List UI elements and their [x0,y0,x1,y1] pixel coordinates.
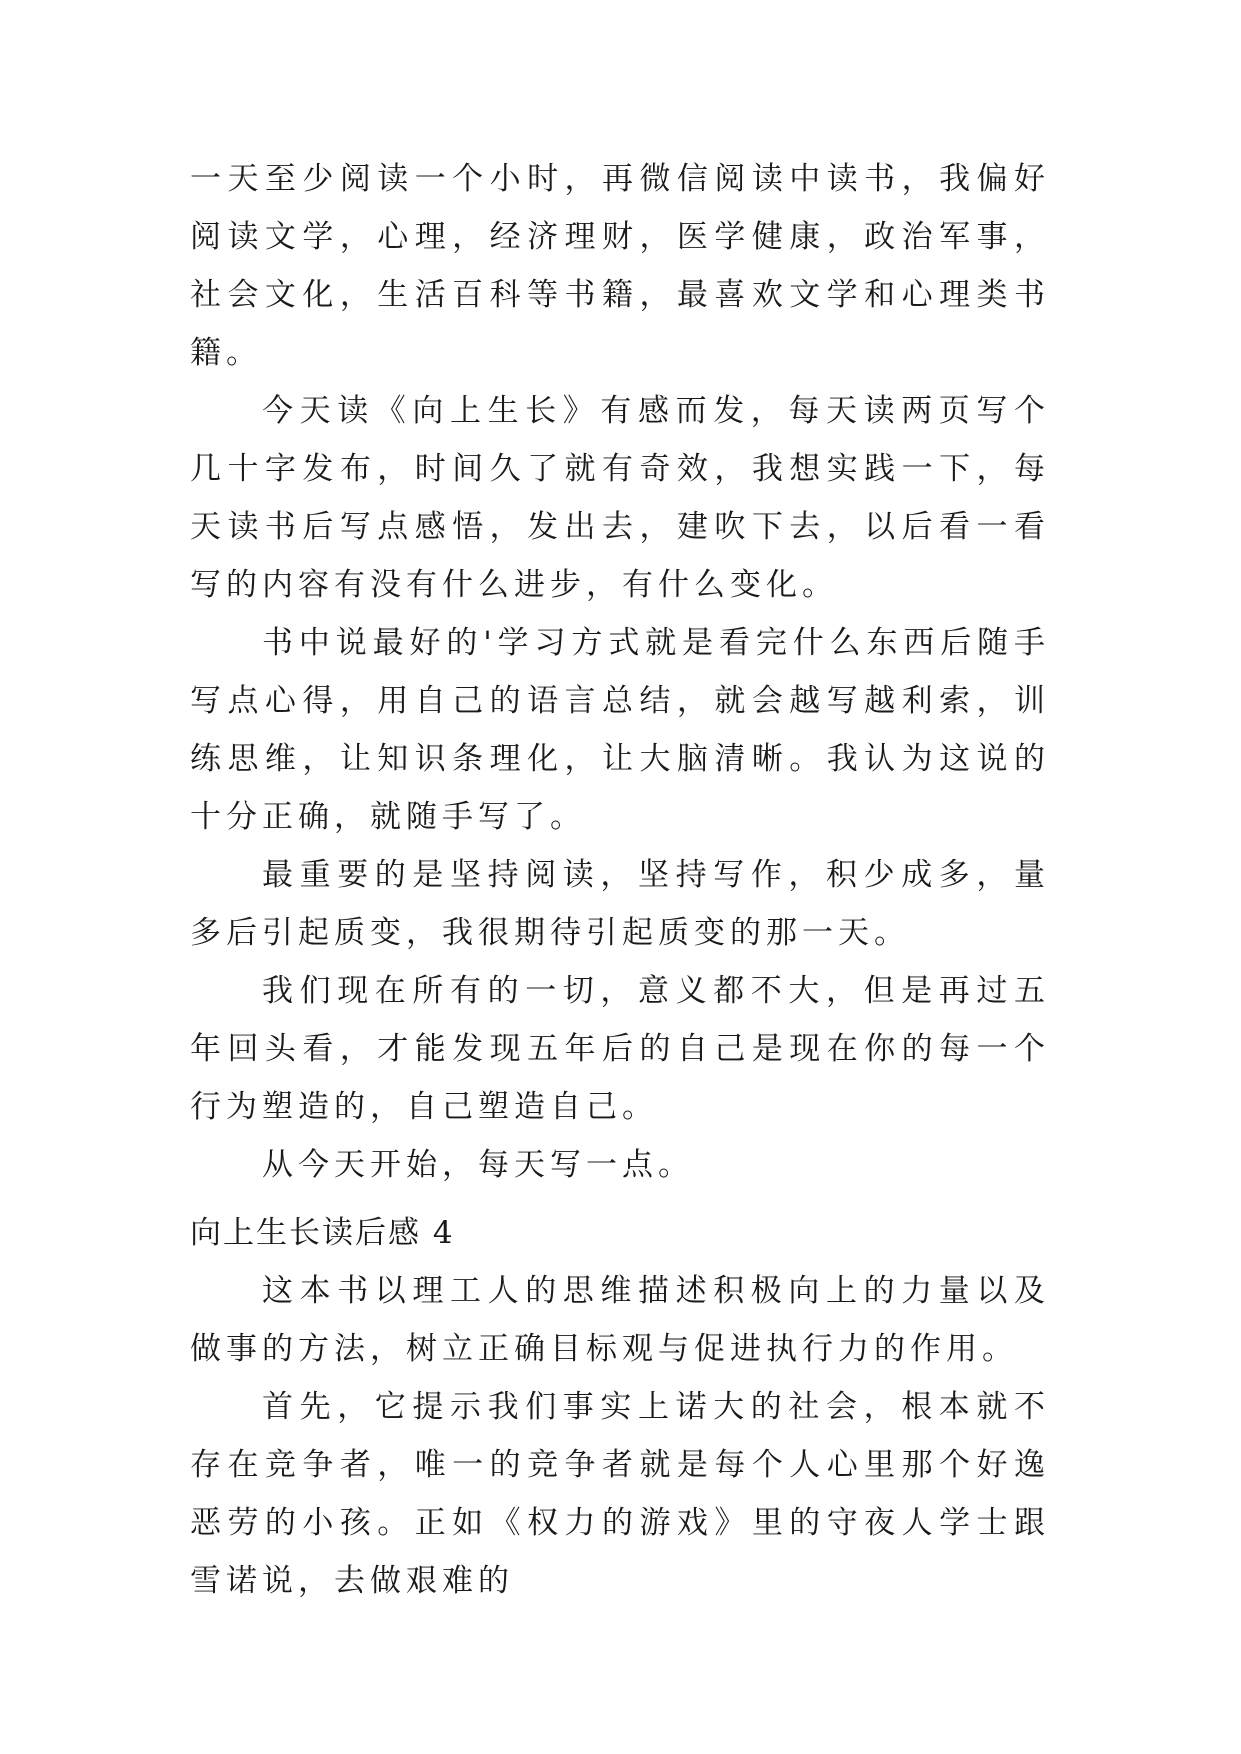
paragraph: 书中说最好的'学习方式就是看完什么东西后随手写点心得，用自己的语言总结，就会越写越利索，训练思维，让知识条理化，让大脑清晰。我认为这说的十分正确，就随手写了。 [190,625,1050,835]
section-2-body [190,1262,1050,1610]
paragraph: 今天读《向上生长》有感而发，每天读两页写个几十字发布，时间久了就有奇效，我想实践一下，每天读书后写点感悟，发出去，建吹下去，以后看一看写的内容有没有什么进步，有什么变化。 [190,393,1050,603]
paragraph: 最重要的是坚持阅读，坚持写作，积少成多，量多后引起质变，我很期待引起质变的那一天。 [190,857,1050,951]
section-1-body [190,150,1050,1194]
paragraph: 我们现在所有的一切，意义都不大，但是再过五年回头看，才能发现五年后的自己是现在你的每一个行为塑造的，自己塑造自己。 [190,973,1050,1125]
paragraph: 首先，它提示我们事实上诺大的社会，根本就不存在竞争者，唯一的竞争者就是每个人心里那个好逸恶劳的小孩。正如《权力的游戏》里的守夜人学士跟雪诺说，去做艰难的 [190,1389,1050,1599]
paragraph: 这本书以理工人的思维描述积极向上的力量以及做事的方法，树立正确目标观与促进执行力的作用。 [190,1273,1050,1367]
paragraph: 一天至少阅读一个小时，再微信阅读中读书，我偏好阅读文学，心理，经济理财，医学健康，政治军事，社会文化，生活百科等书籍，最喜欢文学和心理类书籍。 [190,161,1050,371]
paragraph: 从今天开始，每天写一点。 [262,1147,694,1183]
section-heading: 向上生长读后感 4 [190,1215,455,1251]
